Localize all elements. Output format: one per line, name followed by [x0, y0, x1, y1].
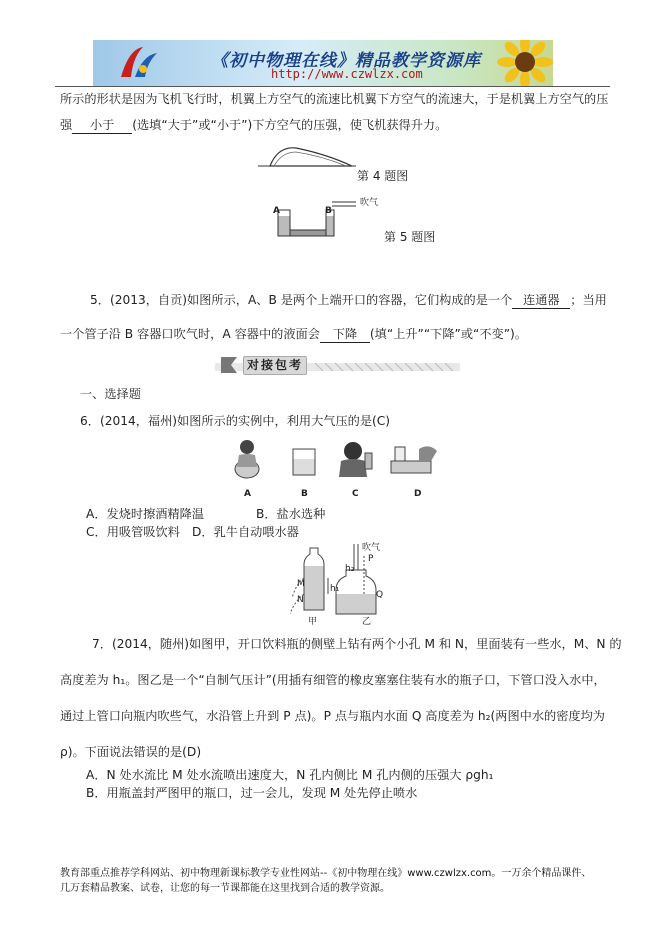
q7-option-b: B．用瓶盖封严图甲的瓶口，过一会儿，发现 M 处先停止喷水 — [86, 786, 418, 800]
wing-figure — [256, 142, 366, 176]
footer-line2: 几万套精品教案、试卷，让您的每一节课都能在这里找到合适的教学资源。 — [60, 883, 390, 894]
logo-icon — [113, 43, 173, 83]
q7-label-h1: h₁ — [330, 584, 340, 594]
section-banner — [215, 355, 460, 375]
q7-label-jia: 甲 — [308, 617, 318, 627]
fig5-label-a: A — [273, 206, 280, 216]
q5-line1-pre: 5．(2013，自贡)如图所示，A、B 是两个上端开口的容器，它们构成的是一个 — [90, 293, 513, 307]
q4-line1: 所示的形状是因为飞机飞行时，机翼上方空气的流速比机翼下方空气的流速大，于是机翼上方空气的压 — [60, 92, 609, 106]
q7-figure-jia — [290, 548, 328, 614]
q5-line1 — [90, 292, 607, 309]
q5-line1-post: ；当用 — [570, 293, 607, 307]
q4-answer: 小于 — [72, 117, 132, 134]
sunflower-icon — [491, 40, 553, 86]
header-banner — [93, 40, 553, 86]
q5-line2-pre: 一个管子沿 B 容器口吹气时，A 容器中的液面会 — [60, 327, 320, 341]
q6-figure-d — [391, 446, 437, 473]
q7-label-n: N — [297, 595, 304, 605]
q7-label-m: M — [297, 579, 305, 589]
q6-option-cd: C．用吸管吸饮料 D．乳牛自动喂水器 — [86, 525, 299, 539]
q7-figures — [290, 540, 420, 618]
q7-line1: 7．(2014，随州)如图甲，开口饮料瓶的侧壁上钻有两个小孔 M 和 N，里面装有一些水，M、N 的 — [92, 637, 622, 651]
fig4-caption: 第 4 题图 — [357, 169, 409, 183]
part-heading: 一、选择题 — [80, 387, 141, 401]
q5-answer1: 连通器 — [512, 292, 570, 309]
q5-answer2: 下降 — [320, 326, 370, 343]
section-label: 对接包考 — [243, 356, 307, 375]
q7-line4: ρ)。下面说法错误的是(D) — [60, 745, 202, 759]
q6-figure-a — [235, 440, 259, 478]
q6-stem: 6．(2014，福州)如图所示的实例中，利用大气压的是(C) — [80, 414, 391, 428]
banner-url: http://www.czwlzx.com — [271, 67, 423, 81]
q7-label-blow: 吹气 — [362, 543, 381, 553]
q4-line2-pre: 强 — [60, 118, 73, 132]
q6-label-c: C — [352, 489, 359, 499]
q7-label-q: Q — [376, 590, 384, 600]
banner-title: 《初中物理在线》精品教学资源库 — [211, 51, 481, 71]
q6-figures — [225, 437, 440, 485]
q7-label-p: P — [368, 554, 374, 564]
header-rule — [55, 86, 610, 87]
fig5-caption: 第 5 题图 — [384, 230, 436, 244]
q6-option-b: B．盐水选种 — [256, 507, 326, 521]
q5-line2-post: (填“上升”“下降”或“不变”)。 — [369, 327, 527, 341]
q6-figure-b — [293, 449, 315, 475]
q7-line3: 通过上管口向瓶内吹些气，水沿管上升到 P 点)。P 点与瓶内水面 Q 高度差为 h₂(两图中水的密度均为 — [60, 709, 605, 723]
q6-option-a: A．发烧时擦酒精降温 — [86, 507, 205, 521]
q6-figure-c — [339, 442, 372, 477]
q5-line2 — [60, 326, 527, 343]
fig5-label-b: B — [325, 206, 332, 216]
q7-option-a: A．N 处水流比 M 处水流喷出速度大，N 孔内侧比 M 孔内侧的压强大 ρgh₁ — [86, 768, 494, 782]
q7-label-yi: 乙 — [362, 617, 372, 627]
q6-label-b: B — [301, 489, 308, 499]
footer-line1: 教育部重点推荐学科网站、初中物理新课标教学专业性网站--《初中物理在线》www.czwlzx.com。一万余个精品课件、 — [60, 868, 592, 879]
q4-line2 — [60, 117, 447, 134]
q4-line2-post: (选填“大于”或“小于”)下方空气的压强，使飞机获得升力。 — [132, 118, 448, 132]
q7-line2: 高度差为 h₁。图乙是一个“自制气压计”(用插有细管的橡皮塞塞住装有水的瓶子口，下管口没入水中， — [60, 673, 606, 687]
fig5-blow-label: 吹气 — [360, 198, 379, 208]
q6-label-a: A — [244, 489, 251, 499]
q6-label-d: D — [414, 489, 422, 499]
q7-label-h2: h₂ — [345, 564, 355, 574]
